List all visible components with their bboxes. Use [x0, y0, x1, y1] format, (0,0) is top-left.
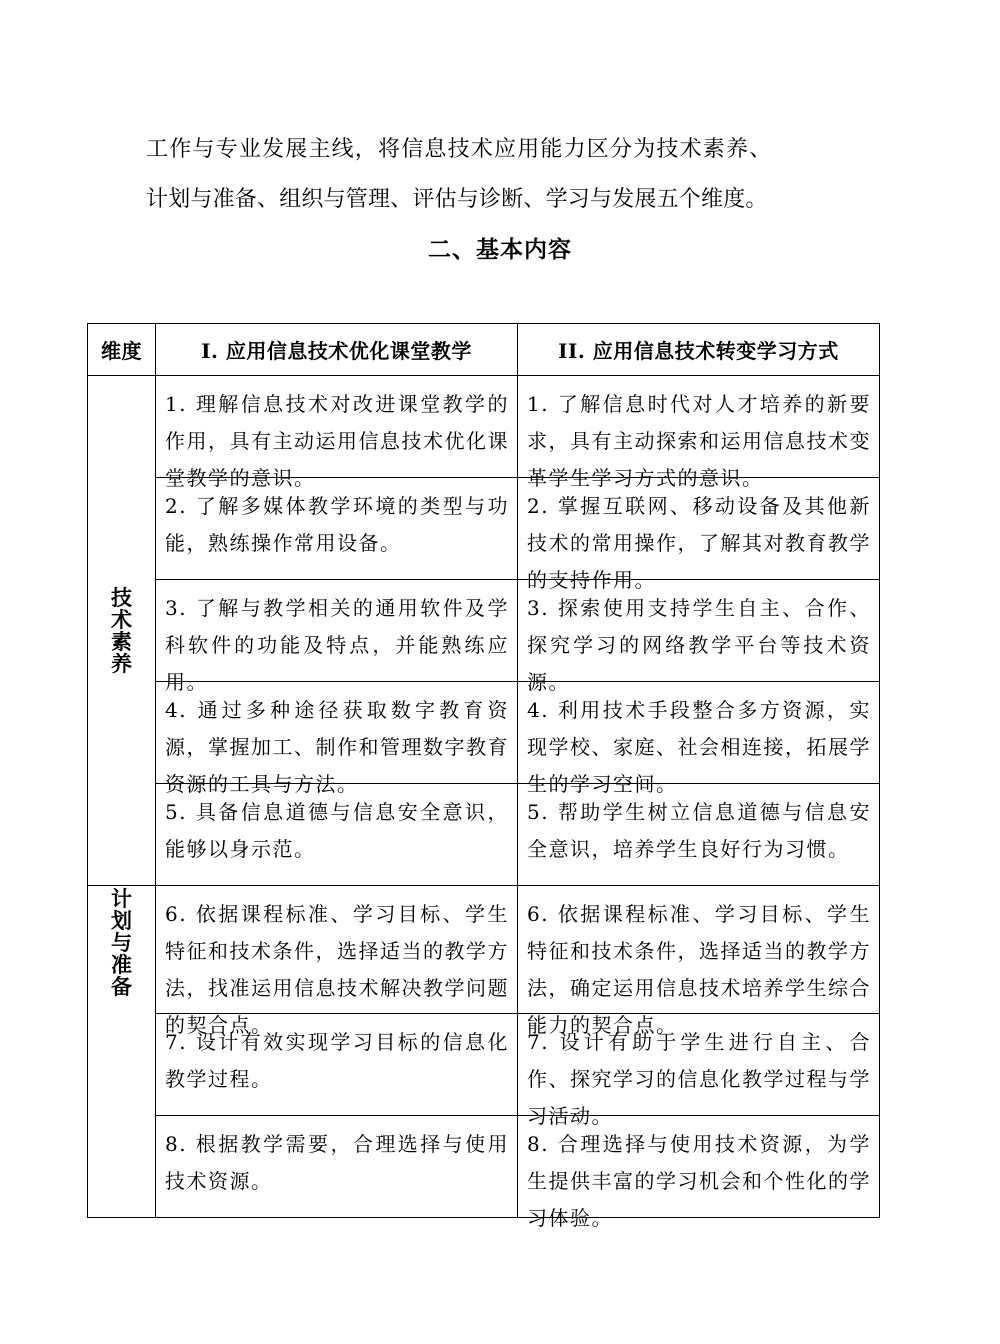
cell-text: 8. 根据教学需要，合理选择与使用技术资源。 [165, 1132, 509, 1193]
cell-text: 2. 掌握互联网、移动设备及其他新技术的常用操作，了解其对教育教学的支持作用。 [527, 494, 871, 592]
dimension-cell [88, 376, 156, 886]
header-dimension: 维度 [88, 324, 156, 376]
dimension-label: 技术素养 [111, 584, 132, 676]
table-cell [156, 784, 518, 886]
dimension-label: 计划与准备 [111, 886, 132, 999]
cell-text: 2. 了解多媒体教学环境的类型与功能，熟练操作常用设备。 [165, 494, 509, 555]
table-row [88, 580, 880, 682]
table-cell [518, 886, 880, 1037]
header-column-2: II. 应用信息技术转变学习方式 [518, 324, 880, 376]
cell-text: 3. 了解与教学相关的通用软件及学科软件的功能及特点，并能熟练应用。 [165, 596, 509, 694]
cell-text: 7. 设计有效实现学习目标的信息化教学过程。 [165, 1030, 509, 1091]
table-row [88, 682, 880, 784]
table-cell [518, 1014, 880, 1128]
cell-text: 4. 利用技术手段整合多方资源，实现学校、家庭、社会相连接，拓展学生的学习空间。 [527, 698, 871, 796]
table-cell [156, 1116, 518, 1218]
cell-text: 1. 理解信息技术对改进课堂教学的作用，具有主动运用信息技术优化课堂教学的意识。 [165, 392, 509, 490]
table-cell [156, 1014, 518, 1116]
table-cell [518, 682, 880, 796]
table-cell [156, 682, 518, 796]
cell-text: 6. 依据课程标准、学习目标、学生特征和技术条件，选择适当的教学方法，确定运用信息技术培养学生综合能力的契合点。 [527, 902, 871, 1037]
table-row [88, 886, 880, 1014]
table-cell [156, 478, 518, 580]
section-heading: 二、基本内容 [428, 236, 572, 263]
table-row [88, 784, 880, 886]
table-row [88, 1014, 880, 1116]
table-cell [518, 784, 880, 886]
table-cell [156, 376, 518, 490]
intro-line-2: 计划与准备、组织与管理、评估与诊断、学习与发展五个维度。 [146, 187, 768, 212]
cell-text: 3. 探索使用支持学生自主、合作、探究学习的网络教学平台等技术资源。 [527, 596, 871, 694]
table-cell [518, 478, 880, 592]
table-cell [156, 886, 518, 1037]
content-table [87, 323, 880, 1230]
cell-text: 8. 合理选择与使用技术资源，为学生提供丰富的学习机会和个性化的学习体验。 [527, 1132, 871, 1230]
cell-text: 4. 通过多种途径获取数字教育资源，掌握加工、制作和管理数字教育资源的工具与方法。 [165, 698, 509, 796]
table-row [88, 1116, 880, 1218]
table-cell [518, 1116, 880, 1230]
table-row [88, 478, 880, 580]
cell-text: 6. 依据课程标准、学习目标、学生特征和技术条件，选择适当的教学方法，找准运用信息技术解决教学问题的契合点。 [165, 902, 509, 1037]
table-header-row [88, 324, 880, 376]
table-row [88, 376, 880, 478]
table-cell [156, 580, 518, 694]
intro-line-1: 工作与专业发展主线，将信息技术应用能力区分为技术素养、 [146, 137, 773, 162]
header-column-1: I. 应用信息技术优化课堂教学 [156, 324, 518, 376]
cell-text: 7. 设计有助于学生进行自主、合作、探究学习的信息化教学过程与学习活动。 [527, 1030, 871, 1128]
cell-text: 5. 帮助学生树立信息道德与信息安全意识，培养学生良好行为习惯。 [527, 800, 871, 861]
table-cell [518, 580, 880, 694]
cell-text: 5. 具备信息道德与信息安全意识，能够以身示范。 [165, 800, 509, 861]
cell-text: 1. 了解信息时代对人才培养的新要求，具有主动探索和运用信息技术变革学生学习方式的意识。 [527, 392, 871, 490]
dimension-cell [88, 886, 156, 1218]
table-cell [518, 376, 880, 490]
